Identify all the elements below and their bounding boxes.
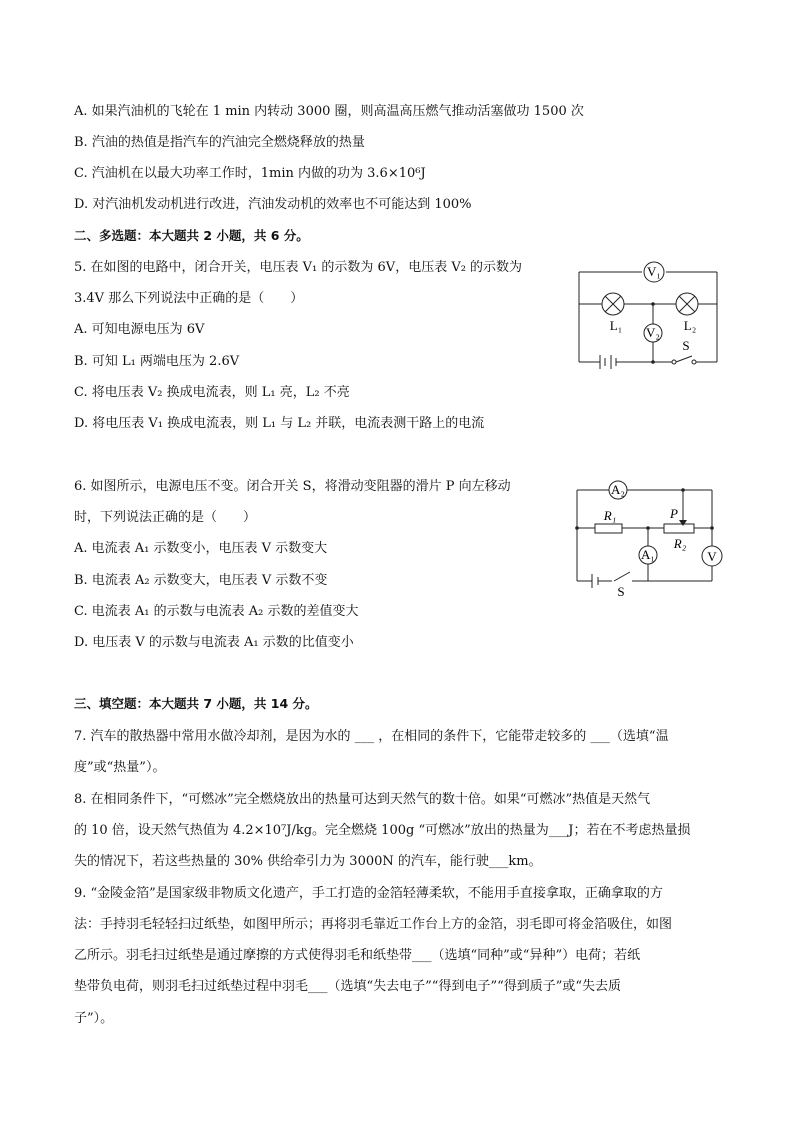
q7-line2: 度”或“热量”）。 xyxy=(74,760,166,775)
q8-line1: 8. 在相同条件下，“可燃冰”完全燃烧放出的热量可达到天然气的数十倍。如果“可燃冰”热值是天然气 xyxy=(74,792,651,807)
q9-line1: 9. “金陵金箔”是国家级非物质文化遗产，手工打造的金箔轻薄柔软，不能用手直接拿取，正确拿取的方 xyxy=(74,886,663,901)
q5-option-b: B. 可知 L₁ 两端电压为 2.6V xyxy=(74,354,240,369)
q9-line5: 子”）。 xyxy=(74,1011,114,1026)
q4-option-a: A. 如果汽油机的飞轮在 1 min 内转动 3000 圈，则高温高压燃气推动活塞做功 1500 次 xyxy=(74,104,584,119)
v2-label: V₂ xyxy=(646,325,660,340)
q6-option-c: C. 电流表 A₁ 的示数与电流表 A₂ 示数的差值变大 xyxy=(74,604,359,619)
p-label: P xyxy=(670,506,678,521)
v-label: V xyxy=(707,549,717,564)
q5-stem-line1: 5. 在如图的电路中，闭合开关，电压表 V₁ 的示数为 6V，电压表 V₂ 的示数为 xyxy=(74,260,523,275)
q9-line4: 垫带负电荷，则羽毛扫过纸垫过程中羽毛___（选填“失去电子”“得到电子”“得到质子”或“失去质 xyxy=(74,979,622,994)
section2-heading: 二、多选题：本大题共 2 小题，共 6 分。 xyxy=(74,228,309,243)
v1-label: V₁ xyxy=(647,264,661,279)
q6-stem-line2: 时，下列说法正确的是（ ） xyxy=(74,510,257,525)
r2-label: R₂ xyxy=(673,536,687,551)
q5-option-a: A. 可知电源电压为 6V xyxy=(74,322,205,337)
section3-heading: 三、填空题：本大题共 7 小题，共 14 分。 xyxy=(74,696,318,711)
r1-label: R₁ xyxy=(603,508,617,523)
q8-line3: 失的情况下，若这些热量的 30% 供给牵引力为 3000N 的汽车，能行驶___km。 xyxy=(74,854,542,869)
q9-line2: 法：手持羽毛轻轻扫过纸垫，如图甲所示；再将羽毛靠近工作台上方的金箔，羽毛即可将金箔吸住，如图 xyxy=(74,917,673,932)
q5-circuit-diagram xyxy=(574,258,724,373)
l1-label: L₁ xyxy=(609,318,623,333)
q4-option-d: D. 对汽油机发动机进行改进，汽油发动机的效率也不可能达到 100% xyxy=(74,197,472,212)
q4-option-b: B. 汽油的热值是指汽车的汽油完全燃烧释放的热量 xyxy=(74,135,365,150)
q6-circuit-diagram xyxy=(572,478,727,603)
q5-option-c: C. 将电压表 V₂ 换成电流表，则 L₁ 亮，L₂ 不亮 xyxy=(74,385,350,400)
a2-label: A₂ xyxy=(611,482,625,497)
a1-label: A₁ xyxy=(641,547,655,562)
q5-stem-line2: 3.4V 那么下列说法中正确的是（ ） xyxy=(74,291,304,306)
q8-line2: 的 10 倍，设天然气热值为 4.2×10⁷J/kg。完全燃烧 100g “可燃冰”放出的热量为___J；若在不考虑热量损 xyxy=(74,823,691,838)
q5-option-d: D. 将电压表 V₁ 换成电流表，则 L₁ 与 L₂ 并联，电流表测干路上的电流 xyxy=(74,416,485,431)
q6-stem-line1: 6. 如图所示，电源电压不变。闭合开关 S，将滑动变阻器的滑片 P 向左移动 xyxy=(74,479,511,494)
l2-label: L₂ xyxy=(683,318,697,333)
q7-line1: 7. 汽车的散热器中常用水做冷却剂，是因为水的 ___ ，在相同的条件下，它能带走较多的 ___（选填“温 xyxy=(74,729,669,744)
q6-option-a: A. 电流表 A₁ 示数变小，电压表 V 示数变大 xyxy=(74,541,328,556)
switch-label: S xyxy=(682,338,690,353)
q4-option-c: C. 汽油机在以最大功率工作时，1min 内做的功为 3.6×10⁶J xyxy=(74,166,426,181)
switch-label: S xyxy=(617,584,625,599)
q6-option-b: B. 电流表 A₂ 示数变大，电压表 V 示数不变 xyxy=(74,573,328,588)
q9-line3: 乙所示。羽毛扫过纸垫是通过摩擦的方式使得羽毛和纸垫带___（选填“同种”或“异种”）电荷；若纸 xyxy=(74,948,641,963)
q6-option-d: D. 电压表 V 的示数与电流表 A₁ 示数的比值变小 xyxy=(74,635,354,650)
